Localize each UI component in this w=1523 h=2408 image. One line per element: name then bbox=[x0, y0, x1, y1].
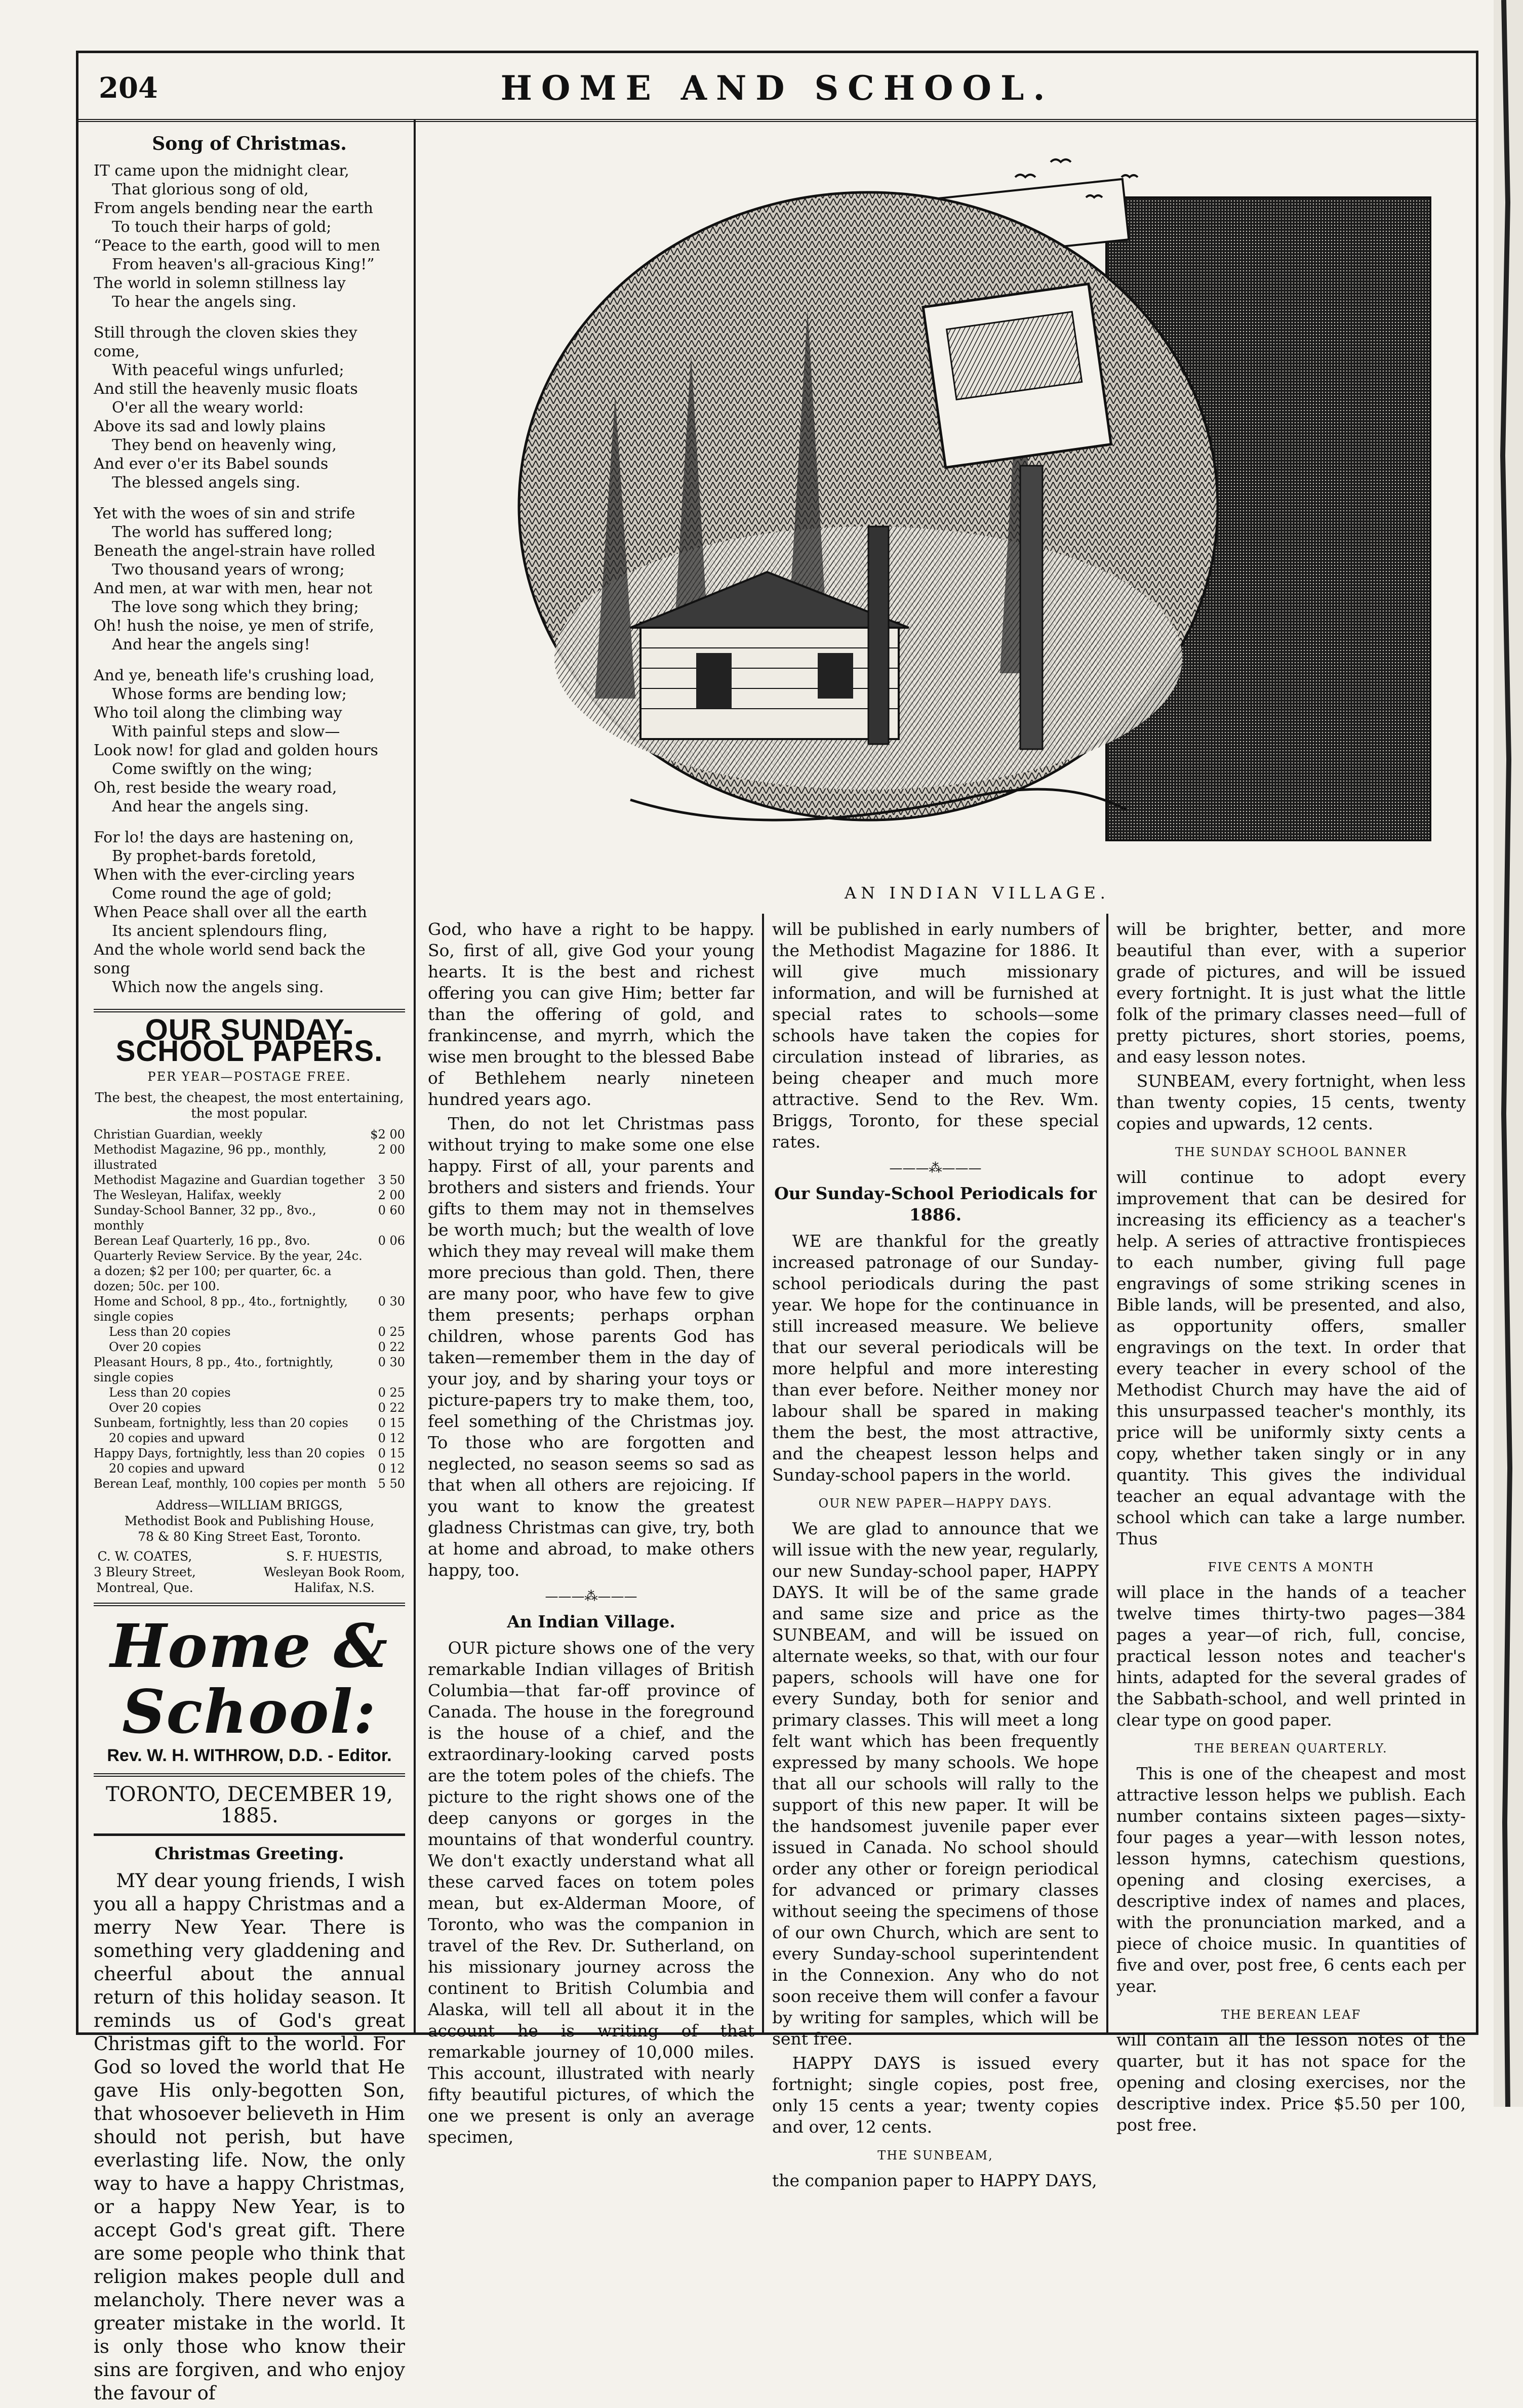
papers-title: OUR SUNDAY-SCHOOL PAPERS. bbox=[115, 1013, 383, 1068]
price-row bbox=[94, 1294, 405, 1324]
divider bbox=[94, 1833, 405, 1836]
price-label: Sunday-School Banner, 32 pp., 8vo., monthly bbox=[94, 1203, 316, 1233]
col4-paragraph: SUNBEAM, every fortnight, when less than twenty copies, 15 cents, twenty copies and upwards, 12 cents. bbox=[1116, 1071, 1466, 1133]
price-label: Quarterly Review Service. By the year, 24c. a dozen; $2 per 100; per quarter, 6c. a dozen; 50c. per 100. bbox=[94, 1249, 363, 1293]
papers-subtitle: PER YEAR—POSTAGE FREE. bbox=[147, 1070, 351, 1084]
poem-line: “Peace to the earth, good will to men bbox=[94, 237, 380, 255]
divider bbox=[94, 1773, 405, 1777]
new-paper-title: OUR NEW PAPER—HAPPY DAYS. bbox=[818, 1496, 1053, 1511]
poem-title: Song of Christmas. bbox=[152, 133, 347, 154]
poem-line: IT came upon the midnight clear, bbox=[94, 162, 349, 180]
banner-title: THE SUNDAY SCHOOL BANNER bbox=[1175, 1145, 1408, 1159]
price-label: Christian Guardian, weekly bbox=[94, 1127, 263, 1141]
periodicals-title: Our Sunday-School Periodicals for 1886. bbox=[774, 1183, 1097, 1225]
poem-line: Which now the angels sing. bbox=[112, 978, 324, 996]
poem-line: Yet with the woes of sin and strife bbox=[94, 505, 355, 522]
agent-left-line: Montreal, Que. bbox=[96, 1580, 193, 1595]
agents bbox=[94, 1548, 405, 1596]
col4-paragraph: will continue to adopt every improvement that can be desired for increasing its efficiency as a teacher's help. A series of attractive frontispieces to each number, giving full page engravings of some striking scenes in Bible lands, will be presented, and also, as opportunity offers, smaller engravings on the text. In order that every teacher in every school of the Methodist Church may have the aid of this unsurpassed teacher's monthly, its price will be uniformly sixty cents a copy, whether taken singly or in any quantity. This gives the individual teacher an equal advantage with the school which can take a large number. Thus bbox=[1116, 1167, 1466, 1548]
price-value: 0 30 bbox=[378, 1294, 405, 1309]
price-row bbox=[94, 1476, 405, 1491]
poem-stanza bbox=[94, 828, 405, 997]
price-label: Berean Leaf Quarterly, 16 pp., 8vo. bbox=[94, 1234, 310, 1248]
poem-line: That glorious song of old, bbox=[112, 181, 309, 198]
chief-house bbox=[640, 623, 899, 739]
price-label: Home and School, 8 pp., 4to., fortnightly, single copies bbox=[94, 1294, 348, 1324]
column-rule bbox=[414, 119, 416, 2032]
poem-line: Oh! hush the noise, ye men of strife, bbox=[94, 617, 375, 635]
price-row bbox=[94, 1415, 405, 1431]
poem-line: When with the ever-circling years bbox=[94, 866, 355, 884]
price-value: 0 12 bbox=[378, 1431, 405, 1445]
poem-line: Oh, rest beside the weary road, bbox=[94, 779, 337, 797]
agent-right-line: S. F. HUESTIS, bbox=[286, 1549, 383, 1564]
price-value: 0 12 bbox=[378, 1461, 405, 1476]
agent-left-line: 3 Bleury Street, bbox=[94, 1565, 196, 1579]
poem-line: Who toil along the climbing way bbox=[94, 704, 342, 722]
col2-paragraph: OUR picture shows one of the very remarkable Indian villages of British Columbia—that far-off province of Canada. The house in the foreground is the house of a chief, and the extraordinary-looking carved posts are the totem poles of the chiefs. The picture to the right shows one of the deep canyons or gorges in the mountains of that wonderful country. We don't exactly understand what all these carved faces on totem poles mean, but ex-Alderman Moore, of Toronto, who was the companion in travel of the Rev. Dr. Sutherland, on his missionary journey across the continent to British Columbia and Alaska, will tell all about it in the account he is writing of that remarkable journey of 10,000 miles. This account, illustrated with nearly fifty beautiful pictures, of which the one we present is only an average specimen, bbox=[428, 1638, 754, 2147]
greeting-text: MY dear young friends, I wish you all a happy Christmas and a merry New Year. There is something very gladdening and cheerful about the annual return of this holiday season. It reminds us of God's great Christmas gift to the world. For God so loved the world that He gave His only-begotten Son, that whosoever believeth in Him should not perish, but have everlasting life. Now, the only way to have a happy Christmas, or a happy New Year, is to accept God's great gift. There are some people who think that religion makes people dull and melancholy. There never was a greater mistake in the world. It is only those who know their sins are forgiven, and who enjoy the favour of bbox=[94, 1870, 405, 2404]
price-value: 2 00 bbox=[378, 1188, 405, 1202]
divider bbox=[94, 1603, 405, 1606]
poem-line: Whose forms are bending low; bbox=[112, 685, 347, 703]
poem-stanza bbox=[94, 666, 405, 816]
address-line: Methodist Book and Publishing House, bbox=[124, 1514, 375, 1528]
col4-paragraph: will be brighter, better, and more beautiful than ever, with a superior grade of pictures, and will be issued every fortnight. It is just what the little folk of the primary classes need—full of pretty pictures, short stories, poems, and easy lesson notes. bbox=[1116, 919, 1466, 1067]
poem-line: The world in solemn stillness lay bbox=[94, 274, 346, 292]
address-line: Address—WILLIAM BRIGGS, bbox=[156, 1498, 343, 1513]
masthead-title: Home & School: bbox=[110, 1611, 389, 1747]
greeting-title: Christmas Greeting. bbox=[154, 1844, 344, 1863]
price-label: Pleasant Hours, 8 pp., 4to., fortnightly, single copies bbox=[94, 1355, 334, 1384]
price-row bbox=[94, 1461, 405, 1476]
price-value: 0 06 bbox=[378, 1234, 405, 1248]
price-row bbox=[94, 1248, 405, 1294]
agent-right-line: Wesleyan Book Room, bbox=[263, 1565, 405, 1579]
poem-line: With peaceful wings unfurled; bbox=[112, 361, 344, 379]
poem-stanza bbox=[94, 504, 405, 654]
col3-paragraph: will be published in early numbers of the Methodist Magazine for 1886. It will give much missionary information, and will be furnished at special rates to schools—some schools have taken the copies for circulation instead of libraries, as being cheaper and much more attractive. Send to the Rev. Wm. Briggs, Toronto, for these special rates. bbox=[772, 919, 1099, 1152]
price-row bbox=[94, 1355, 405, 1385]
editor-line: Rev. W. H. WITHROW, D.D. - Editor. bbox=[107, 1746, 392, 1765]
papers-intro: The best, the cheapest, the most entertaining, the most popular. bbox=[95, 1090, 404, 1121]
poem-line: And ye, beneath life's crushing load, bbox=[94, 667, 375, 684]
price-label: 20 copies and upward bbox=[109, 1461, 245, 1476]
price-row bbox=[94, 1142, 405, 1172]
price-value: 0 30 bbox=[378, 1355, 405, 1369]
price-row bbox=[94, 1172, 405, 1188]
leaf-title: THE BEREAN LEAF bbox=[1221, 2008, 1361, 2022]
poem-line: Above its sad and lowly plains bbox=[94, 418, 326, 435]
poem-stanza bbox=[94, 323, 405, 492]
price-label: Sunbeam, fortnightly, less than 20 copies bbox=[94, 1416, 348, 1430]
agent-left-line: C. W. COATES, bbox=[97, 1549, 192, 1564]
illustration-caption: AN INDIAN VILLAGE. bbox=[845, 883, 1110, 903]
price-label: Over 20 copies bbox=[109, 1401, 202, 1415]
col4-paragraph: This is one of the cheapest and most attractive lesson helps we publish. Each number contains sixteen pages—sixty-four pages a year—with lesson notes, lesson hymns, catechism questions, opening and closing exercises, a descriptive index of names and places, with the pronunciation marked, and a piece of choice music. In quantities of five and over, post free, 6 cents each per year. bbox=[1116, 1764, 1466, 1996]
divider bbox=[94, 1009, 405, 1012]
price-value: 0 22 bbox=[378, 1340, 405, 1354]
poem-stanza bbox=[94, 161, 405, 311]
adjacent-page-edge bbox=[1494, 0, 1523, 2107]
poem-line: To touch their harps of gold; bbox=[112, 218, 332, 236]
poem-line: The world has suffered long; bbox=[112, 523, 333, 541]
village-title: An Indian Village. bbox=[507, 1612, 675, 1631]
poem-line: By prophet-bards foretold, bbox=[112, 847, 316, 865]
col3-paragraph: We are glad to announce that we will issue with the new year, regularly, our new Sunday-school paper, HAPPY DAYS. It will be of the same grade and same size and price as the SUNBEAM, and will be issued on alternate weeks, so that, with our four papers, schools will have one for every Sunday, both for senior and primary classes. This will meet a long felt want which has been frequently expressed by many schools. We hope that all our schools will rally to the support of this new paper. It will be the handsomest juvenile paper ever issued in Canada. No school should order any other or foreign periodical for advanced or primary classes without seeing the specimens of those of our own Church, which are sent to every Sunday-school superintendent in the Connexion. Any who do not soon receive them will confer a favour by writing for samples, which will be sent free. bbox=[772, 1519, 1099, 2049]
poem-line: Beneath the angel-strain have rolled bbox=[94, 542, 376, 560]
poem-line: For lo! the days are hastening on, bbox=[94, 829, 354, 846]
column-left bbox=[94, 124, 405, 2408]
poem-line: And hear the angels sing. bbox=[112, 798, 309, 815]
ornament-divider: ———⁂——— bbox=[889, 1161, 982, 1176]
poem-line: They bend on heavenly wing, bbox=[112, 436, 337, 454]
price-list bbox=[94, 1127, 405, 1491]
ornament-divider: ———⁂——— bbox=[545, 1589, 637, 1604]
price-label: Methodist Magazine, 96 pp., monthly, illustrated bbox=[94, 1142, 327, 1172]
price-row bbox=[94, 1339, 405, 1355]
price-label: Less than 20 copies bbox=[109, 1385, 231, 1400]
price-row bbox=[94, 1431, 405, 1446]
poem-line: Its ancient splendours fling, bbox=[112, 922, 328, 940]
price-value: 0 15 bbox=[378, 1446, 405, 1460]
sunbeam-title: THE SUNBEAM, bbox=[877, 2148, 993, 2162]
price-label: Less than 20 copies bbox=[109, 1325, 231, 1339]
col3-paragraph: the companion paper to HAPPY DAYS, bbox=[772, 2171, 1097, 2190]
price-row bbox=[94, 1203, 405, 1233]
running-title: HOME AND SCHOOL. bbox=[500, 68, 1054, 108]
poem-line: And still the heavenly music floats bbox=[94, 380, 358, 398]
poem-line: Look now! for glad and golden hours bbox=[94, 742, 378, 759]
column-3 bbox=[772, 919, 1099, 2194]
price-label: Happy Days, fortnightly, less than 20 copies bbox=[94, 1446, 365, 1460]
price-value: 0 25 bbox=[378, 1385, 405, 1400]
address-line: 78 & 80 King Street East, Toronto. bbox=[138, 1529, 361, 1544]
agent-right-line: Halifax, N.S. bbox=[294, 1580, 375, 1595]
price-value: 0 15 bbox=[378, 1416, 405, 1430]
poem-line: When Peace shall over all the earth bbox=[94, 904, 367, 921]
col4-paragraph: will contain all the lesson notes of the quarter, but it has not space for the opening and closing exercises, nor the descriptive index. Price $5.50 per 100, post free. bbox=[1116, 2030, 1466, 2135]
column-4 bbox=[1116, 919, 1466, 2139]
price-label: Over 20 copies bbox=[109, 1340, 202, 1354]
poem-line: From heaven's all-gracious King!” bbox=[112, 256, 375, 273]
poem-line: And men, at war with men, hear not bbox=[94, 580, 373, 597]
price-label: Methodist Magazine and Guardian together bbox=[94, 1173, 365, 1187]
price-value: 0 60 bbox=[378, 1203, 405, 1217]
price-label: Berean Leaf, monthly, 100 copies per month bbox=[94, 1477, 367, 1491]
poem-line: Two thousand years of wrong; bbox=[112, 561, 345, 579]
price-row bbox=[94, 1446, 405, 1461]
page-number: 204 bbox=[99, 71, 158, 105]
page-header bbox=[78, 53, 1476, 122]
price-value: 2 00 bbox=[378, 1142, 405, 1157]
poem-line: From angels bending near the earth bbox=[94, 199, 373, 217]
poem-line: Still through the cloven skies they come, bbox=[94, 324, 357, 360]
poem-body bbox=[94, 161, 405, 997]
col2-paragraph: God, who have a right to be happy. So, first of all, give God your young hearts. It is the best and richest offering you can give Him; better far than the offering of gold, and frankincense, and myrrh, which the wise men brought to the blessed Babe of Bethlehem nearly nineteen hundred years ago. bbox=[428, 919, 754, 1109]
poem-line: To hear the angels sing. bbox=[112, 293, 297, 311]
col2-paragraph: Then, do not let Christmas pass without trying to make some one else happy. First of all, your parents and brothers and sisters and friends. Your gifts to them may not in themselves be worth much; but the wealth of love which they may reveal will make them more precious than gold. Then, there are many poor, who have few to give them presents; perhaps orphan children, whose parents God has taken—remember them in the day of your joy, and by sharing your toys or picture-papers try to make them, too, feel something of the Christmas joy. To those who are forgotten and neglected, no season seems so sad as that when all others are rejoicing. If you want to know the greatest gladness Christmas can give, try, both at home and abroad, to make others happy, too. bbox=[428, 1114, 754, 1580]
poem-line: And ever o'er its Babel sounds bbox=[94, 455, 329, 473]
price-value: 0 25 bbox=[378, 1325, 405, 1339]
price-label: 20 copies and upward bbox=[109, 1431, 245, 1445]
poem-line: The blessed angels sing. bbox=[112, 474, 301, 492]
totem-pole bbox=[868, 526, 889, 744]
col4-paragraph: will place in the hands of a teacher twelve times thirty-two pages—384 pages a year—of rich, full, concise, practical lesson notes and teacher's hints, adapted for the several grades of the Sabbath-school, and well printed in clear type on good paper. bbox=[1116, 1582, 1466, 1730]
price-value: 5 50 bbox=[378, 1477, 405, 1491]
column-2 bbox=[428, 919, 754, 2151]
poem-line: And hear the angels sing! bbox=[112, 636, 310, 654]
price-value: $2 00 bbox=[370, 1127, 405, 1141]
poem-line: Come round the age of gold; bbox=[112, 885, 332, 903]
price-label: The Wesleyan, Halifax, weekly bbox=[94, 1188, 282, 1202]
quarterly-title: THE BEREAN QUARTERLY. bbox=[1194, 1741, 1388, 1756]
column-rule bbox=[762, 914, 764, 2032]
price-row bbox=[94, 1188, 405, 1203]
col3-paragraph: HAPPY DAYS is issued every fortnight; single copies, post free, only 15 cents a year; twenty copies and over, 12 cents. bbox=[772, 2053, 1099, 2137]
poem-line: Come swiftly on the wing; bbox=[112, 760, 313, 778]
price-row bbox=[94, 1324, 405, 1339]
dateline: TORONTO, DECEMBER 19, 1885. bbox=[105, 1783, 393, 1827]
price-row bbox=[94, 1233, 405, 1248]
price-row bbox=[94, 1385, 405, 1400]
five-cents-title: FIVE CENTS A MONTH bbox=[1208, 1560, 1375, 1574]
poem-line: And the whole world send back the song bbox=[94, 941, 366, 977]
totem-pole bbox=[1020, 466, 1043, 749]
price-value: 0 22 bbox=[378, 1401, 405, 1415]
newspaper-page bbox=[76, 51, 1478, 2404]
col3-paragraph: WE are thankful for the greatly increased patronage of our Sunday-school periodicals during the past year. We hope for the continuance in still increased measure. We believe that our several periodicals will be more helpful and more interesting than ever before. Neither money nor labour shall be spared in making them the best, the most attractive, and the cheapest lesson helps and Sunday-school papers in the world. bbox=[772, 1231, 1099, 1485]
price-row bbox=[94, 1400, 405, 1415]
poem-line: The love song which they bring; bbox=[112, 598, 359, 616]
price-value bbox=[370, 1248, 405, 1294]
poem-line: With painful steps and slow— bbox=[112, 723, 340, 741]
price-row bbox=[94, 1127, 405, 1142]
indian-village-illustration bbox=[504, 142, 1451, 886]
poem-line: O'er all the weary world: bbox=[112, 399, 304, 417]
column-rule bbox=[1106, 914, 1108, 2032]
price-value: 3 50 bbox=[378, 1173, 405, 1187]
